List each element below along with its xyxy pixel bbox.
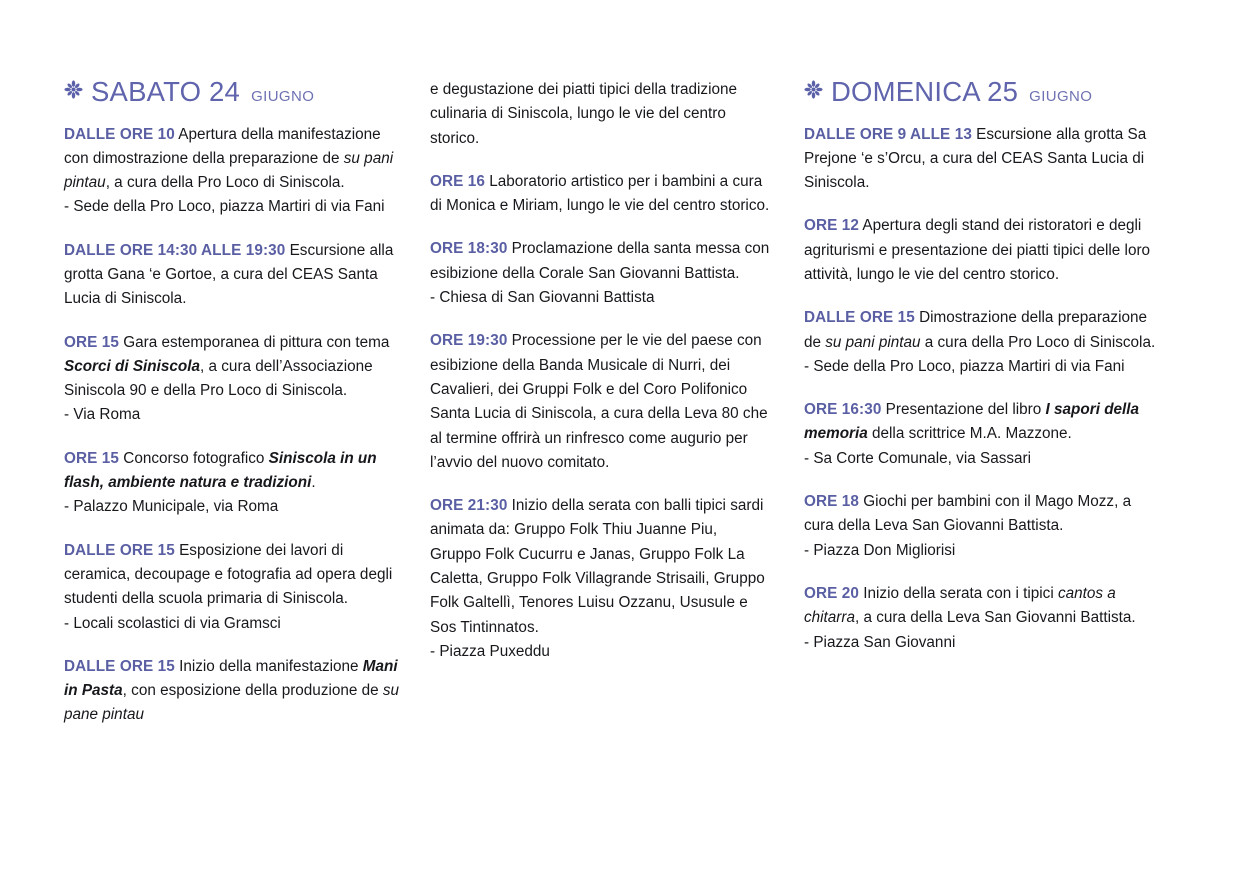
event-item — [804, 306, 1162, 379]
event-venue: - Sede della Pro Loco, piazza Martiri di via Fani — [64, 198, 385, 216]
day-month-saturday: GIUGNO — [251, 88, 315, 105]
event-time: ORE 12 — [804, 217, 860, 235]
event-venue: - Via Roma — [64, 406, 141, 424]
event-emphasis: Mani in Pasta — [64, 657, 398, 700]
event-item — [804, 582, 1162, 655]
event-item — [64, 539, 404, 636]
day-heading-saturday — [64, 78, 404, 106]
event-time: ORE 19:30 — [430, 332, 508, 350]
event-time: ORE 18:30 — [430, 240, 508, 258]
event-time: DALLE ORE 15 — [64, 541, 175, 559]
event-item — [430, 494, 770, 664]
event-body-cont: . — [311, 474, 316, 492]
event-emphasis: su pani pintau — [825, 333, 921, 351]
event-body: Escursione alla grotta Gana ‘e Gortoe, a cura del CEAS Santa Lucia di Siniscola. — [64, 241, 394, 308]
event-time: ORE 16:30 — [804, 401, 882, 419]
event-item — [64, 655, 404, 728]
event-body: Gara estemporanea di pittura con tema — [119, 333, 390, 351]
event-body: Inizio della serata con balli tipici sardi animata da: Gruppo Folk Thiu Juanne Piu, Gruppo Folk Cucurru e Janas, Gruppo Folk La Caletta, Gruppo Folk Villagrande Strisaili, Gruppo Folk Galtellì, Tenores Luisu Ozzanu, Ususule e Sos Tintinnatos. — [430, 497, 765, 636]
column-sunday — [796, 78, 1162, 655]
event-body-cont: , a cura della Pro Loco di Siniscola. — [105, 174, 345, 192]
column-saturday-continued — [430, 78, 796, 664]
day-month-sunday: GIUGNO — [1029, 88, 1093, 105]
event-emphasis: cantos a chitarra — [804, 584, 1116, 627]
event-venue: - Piazza Don Migliorisi — [804, 541, 956, 559]
event-emphasis: Scorci di Siniscola — [64, 357, 201, 375]
event-item — [804, 214, 1162, 287]
flower-ornament-icon — [64, 80, 83, 99]
event-body: Proclamazione della santa messa con esibizione della Corale San Giovanni Battista. — [430, 240, 770, 282]
event-body: Apertura degli stand dei ristoratori e degli agriturismi e presentazione dei piatti tipici delle loro attività, lungo le vie del centro storico. — [804, 217, 1151, 283]
event-item — [804, 123, 1162, 196]
event-time: ORE 15 — [64, 333, 120, 351]
event-venue: - Piazza San Giovanni — [804, 633, 956, 651]
event-item — [64, 331, 404, 428]
day-name-saturday: SABATO 24 — [91, 76, 241, 107]
event-time: ORE 16 — [430, 172, 486, 190]
event-emphasis: su pani pintau — [64, 149, 394, 192]
event-item — [430, 237, 770, 310]
event-time: ORE 20 — [804, 584, 860, 602]
event-venue: - Piazza Puxeddu — [430, 642, 550, 660]
event-body: Presentazione del libro — [881, 401, 1046, 419]
event-body: Laboratorio artistico per i bambini a cura di Monica e Miriam, lungo le vie del centro storico. — [430, 172, 770, 215]
event-body-cont: , con esposizione della produzione de — [122, 682, 383, 700]
event-item — [430, 329, 770, 475]
event-body: Esposizione dei lavori di ceramica, decoupage e fotografia ad opera degli studenti della scuola primaria di Siniscola. — [64, 541, 393, 608]
event-venue: - Sa Corte Comunale, via Sassari — [804, 449, 1031, 467]
event-item — [430, 170, 770, 219]
event-body: Inizio della manifestazione — [174, 657, 363, 675]
event-body: Escursione alla grotta Sa Prejone ‘e s’Orcu, a cura del CEAS Santa Lucia di Siniscola. — [804, 125, 1147, 192]
three-column-layout — [64, 78, 1176, 728]
event-body: Dimostrazione della preparazione de — [804, 309, 1147, 351]
day-name-sunday: DOMENICA 25 — [831, 76, 1019, 107]
event-item — [64, 447, 404, 520]
event-venue: - Palazzo Municipale, via Roma — [64, 498, 279, 516]
event-time: DALLE ORE 10 — [64, 125, 175, 143]
event-venue: - Sede della Pro Loco, piazza Martiri di via Fani — [804, 357, 1125, 375]
event-emphasis: I sapori della memoria — [804, 401, 1140, 443]
event-time: DALLE ORE 9 ALLE 13 — [804, 125, 972, 143]
event-body: Concorso fotografico — [119, 449, 269, 467]
event-body-cont: della scrittrice M.A. Mazzone. — [867, 425, 1072, 443]
event-emphasis-2: su pane pintau — [64, 682, 400, 724]
event-time: ORE 18 — [804, 493, 860, 511]
event-time: DALLE ORE 14:30 ALLE 19:30 — [64, 241, 286, 259]
event-body-cont: , a cura della Leva San Giovanni Battista. — [855, 609, 1136, 627]
event-item — [804, 490, 1162, 563]
event-body: Inizio della serata con i tipici — [859, 584, 1058, 602]
event-emphasis: Siniscola in un flash, ambiente natura e tradizioni — [64, 449, 377, 492]
event-body-cont: a cura della Pro Loco di Siniscola. — [920, 333, 1156, 351]
event-item — [64, 239, 404, 312]
event-time: DALLE ORE 15 — [804, 309, 915, 327]
flower-ornament-icon — [804, 80, 823, 99]
event-body: Giochi per bambini con il Mago Mozz, a cura della Leva San Giovanni Battista. — [804, 493, 1132, 535]
event-venue: - Locali scolastici di via Gramsci — [64, 614, 281, 632]
column-saturday — [64, 78, 430, 728]
event-time: ORE 21:30 — [430, 497, 508, 515]
event-venue: - Chiesa di San Giovanni Battista — [430, 289, 655, 307]
event-body: Processione per le vie del paese con esibizione della Banda Musicale di Nurri, dei Cavalieri, dei Gruppi Folk e del Coro Polifonico Santa Lucia di Siniscola, a cura della Leva 80 che al termine offrirà un rinfresco come augurio per l’avvio del nuovo comitato. — [430, 332, 768, 471]
event-item — [804, 398, 1162, 471]
event-body-cont: , a cura dell’Associazione Siniscola 90 e della Pro Loco di Siniscola. — [64, 357, 373, 400]
event-body: Apertura della manifestazione con dimostrazione della preparazione de — [64, 125, 381, 167]
day-heading-sunday — [804, 78, 1162, 106]
event-time: ORE 15 — [64, 449, 120, 467]
event-time: DALLE ORE 15 — [64, 657, 175, 675]
event-item — [64, 123, 404, 220]
continuation-paragraph: e degustazione dei piatti tipici della tradizione culinaria di Siniscola, lungo le vie del centro storico. — [430, 81, 737, 147]
